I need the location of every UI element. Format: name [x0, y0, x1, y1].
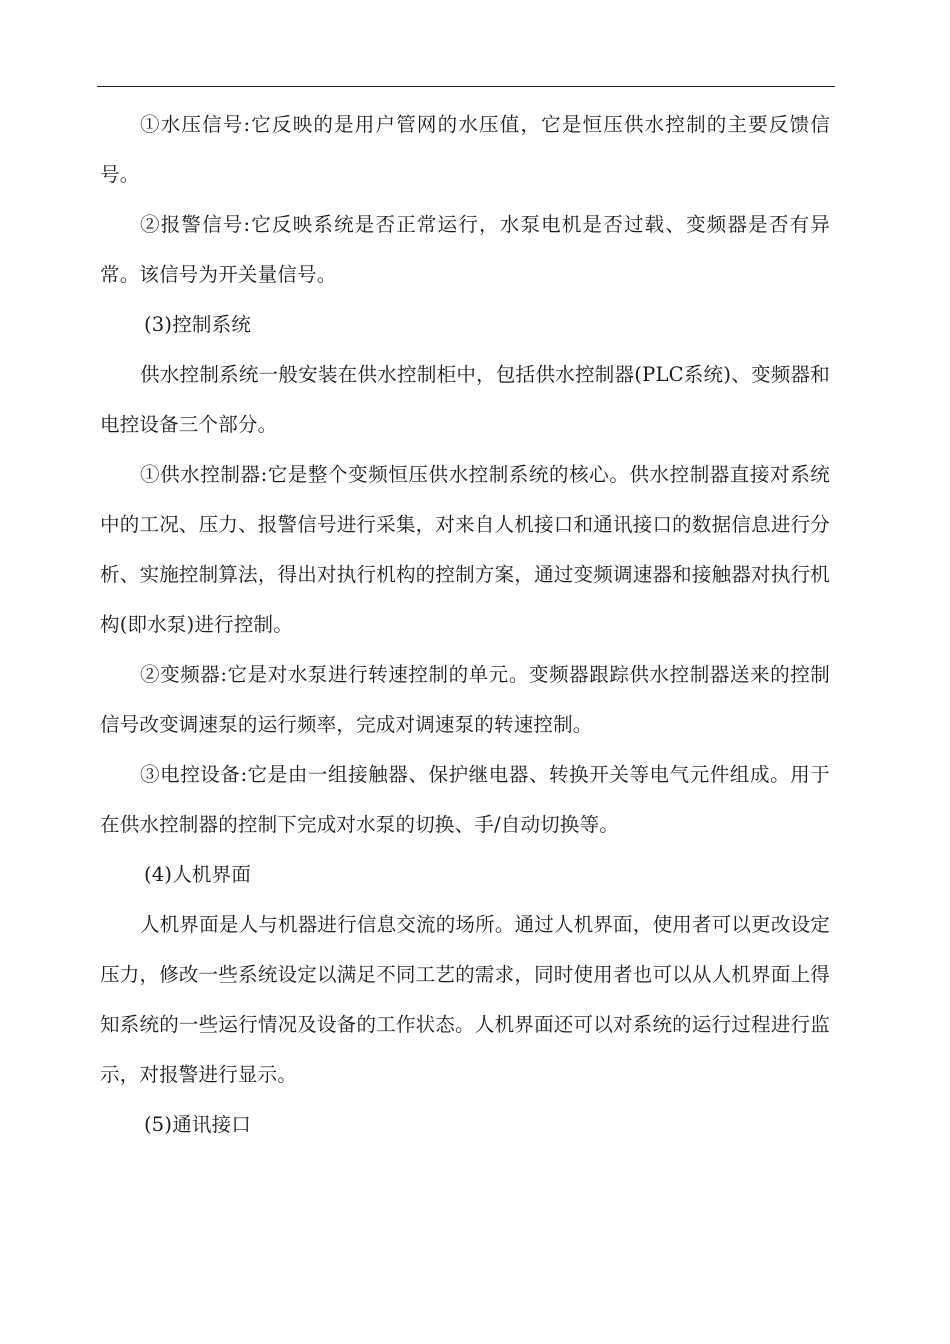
section-heading-control-system: (3)控制系统: [144, 313, 252, 336]
paragraph-electric-control-equipment: ③电控设备:它是由一组接触器、保护继电器、转换开关等电气元件组成。用于在供水控制器的控制下完成对水泵的切换、手/自动切换等。: [100, 763, 830, 836]
paragraph-control-system-overview: 供水控制系统一般安装在供水控制柜中，包括供水控制器(PLC系统)、变频器和电控设备三个部分。: [100, 363, 830, 436]
paragraph-alarm-signal: ②报警信号:它反映系统是否正常运行，水泵电机是否过载、变频器是否有异常。该信号为开关量信号。: [100, 213, 830, 286]
section-heading-communication-interface: (5)通讯接口: [144, 1113, 252, 1136]
paragraph-water-supply-controller: ①供水控制器:它是整个变频恒压供水控制系统的核心。供水控制器直接对系统中的工况、压力、报警信号进行采集，对来自人机接口和通讯接口的数据信息进行分析、实施控制算法，得出对执行机构的控制方案，通过变频调速器和接触器对执行机构(即水泵)进行控制。: [100, 463, 830, 636]
paragraph-hmi-description: 人机界面是人与机器进行信息交流的场所。通过人机界面，使用者可以更改设定压力，修改一些系统设定以满足不同工艺的需求，同时使用者也可以从人机界面上得知系统的一些运行情况及设备的工作状态。人机界面还可以对系统的运行过程进行监示，对报警进行显示。: [100, 913, 830, 1086]
paragraph-water-pressure-signal: ①水压信号:它反映的是用户管网的水压值，它是恒压供水控制的主要反馈信号。: [100, 113, 830, 186]
document-body: [100, 100, 830, 1150]
paragraph-inverter: ②变频器:它是对水泵进行转速控制的单元。变频器跟踪供水控制器送来的控制信号改变调速泵的运行频率，完成对调速泵的转速控制。: [100, 663, 830, 736]
section-heading-hmi: (4)人机界面: [144, 863, 252, 886]
header-rule: [97, 86, 835, 87]
